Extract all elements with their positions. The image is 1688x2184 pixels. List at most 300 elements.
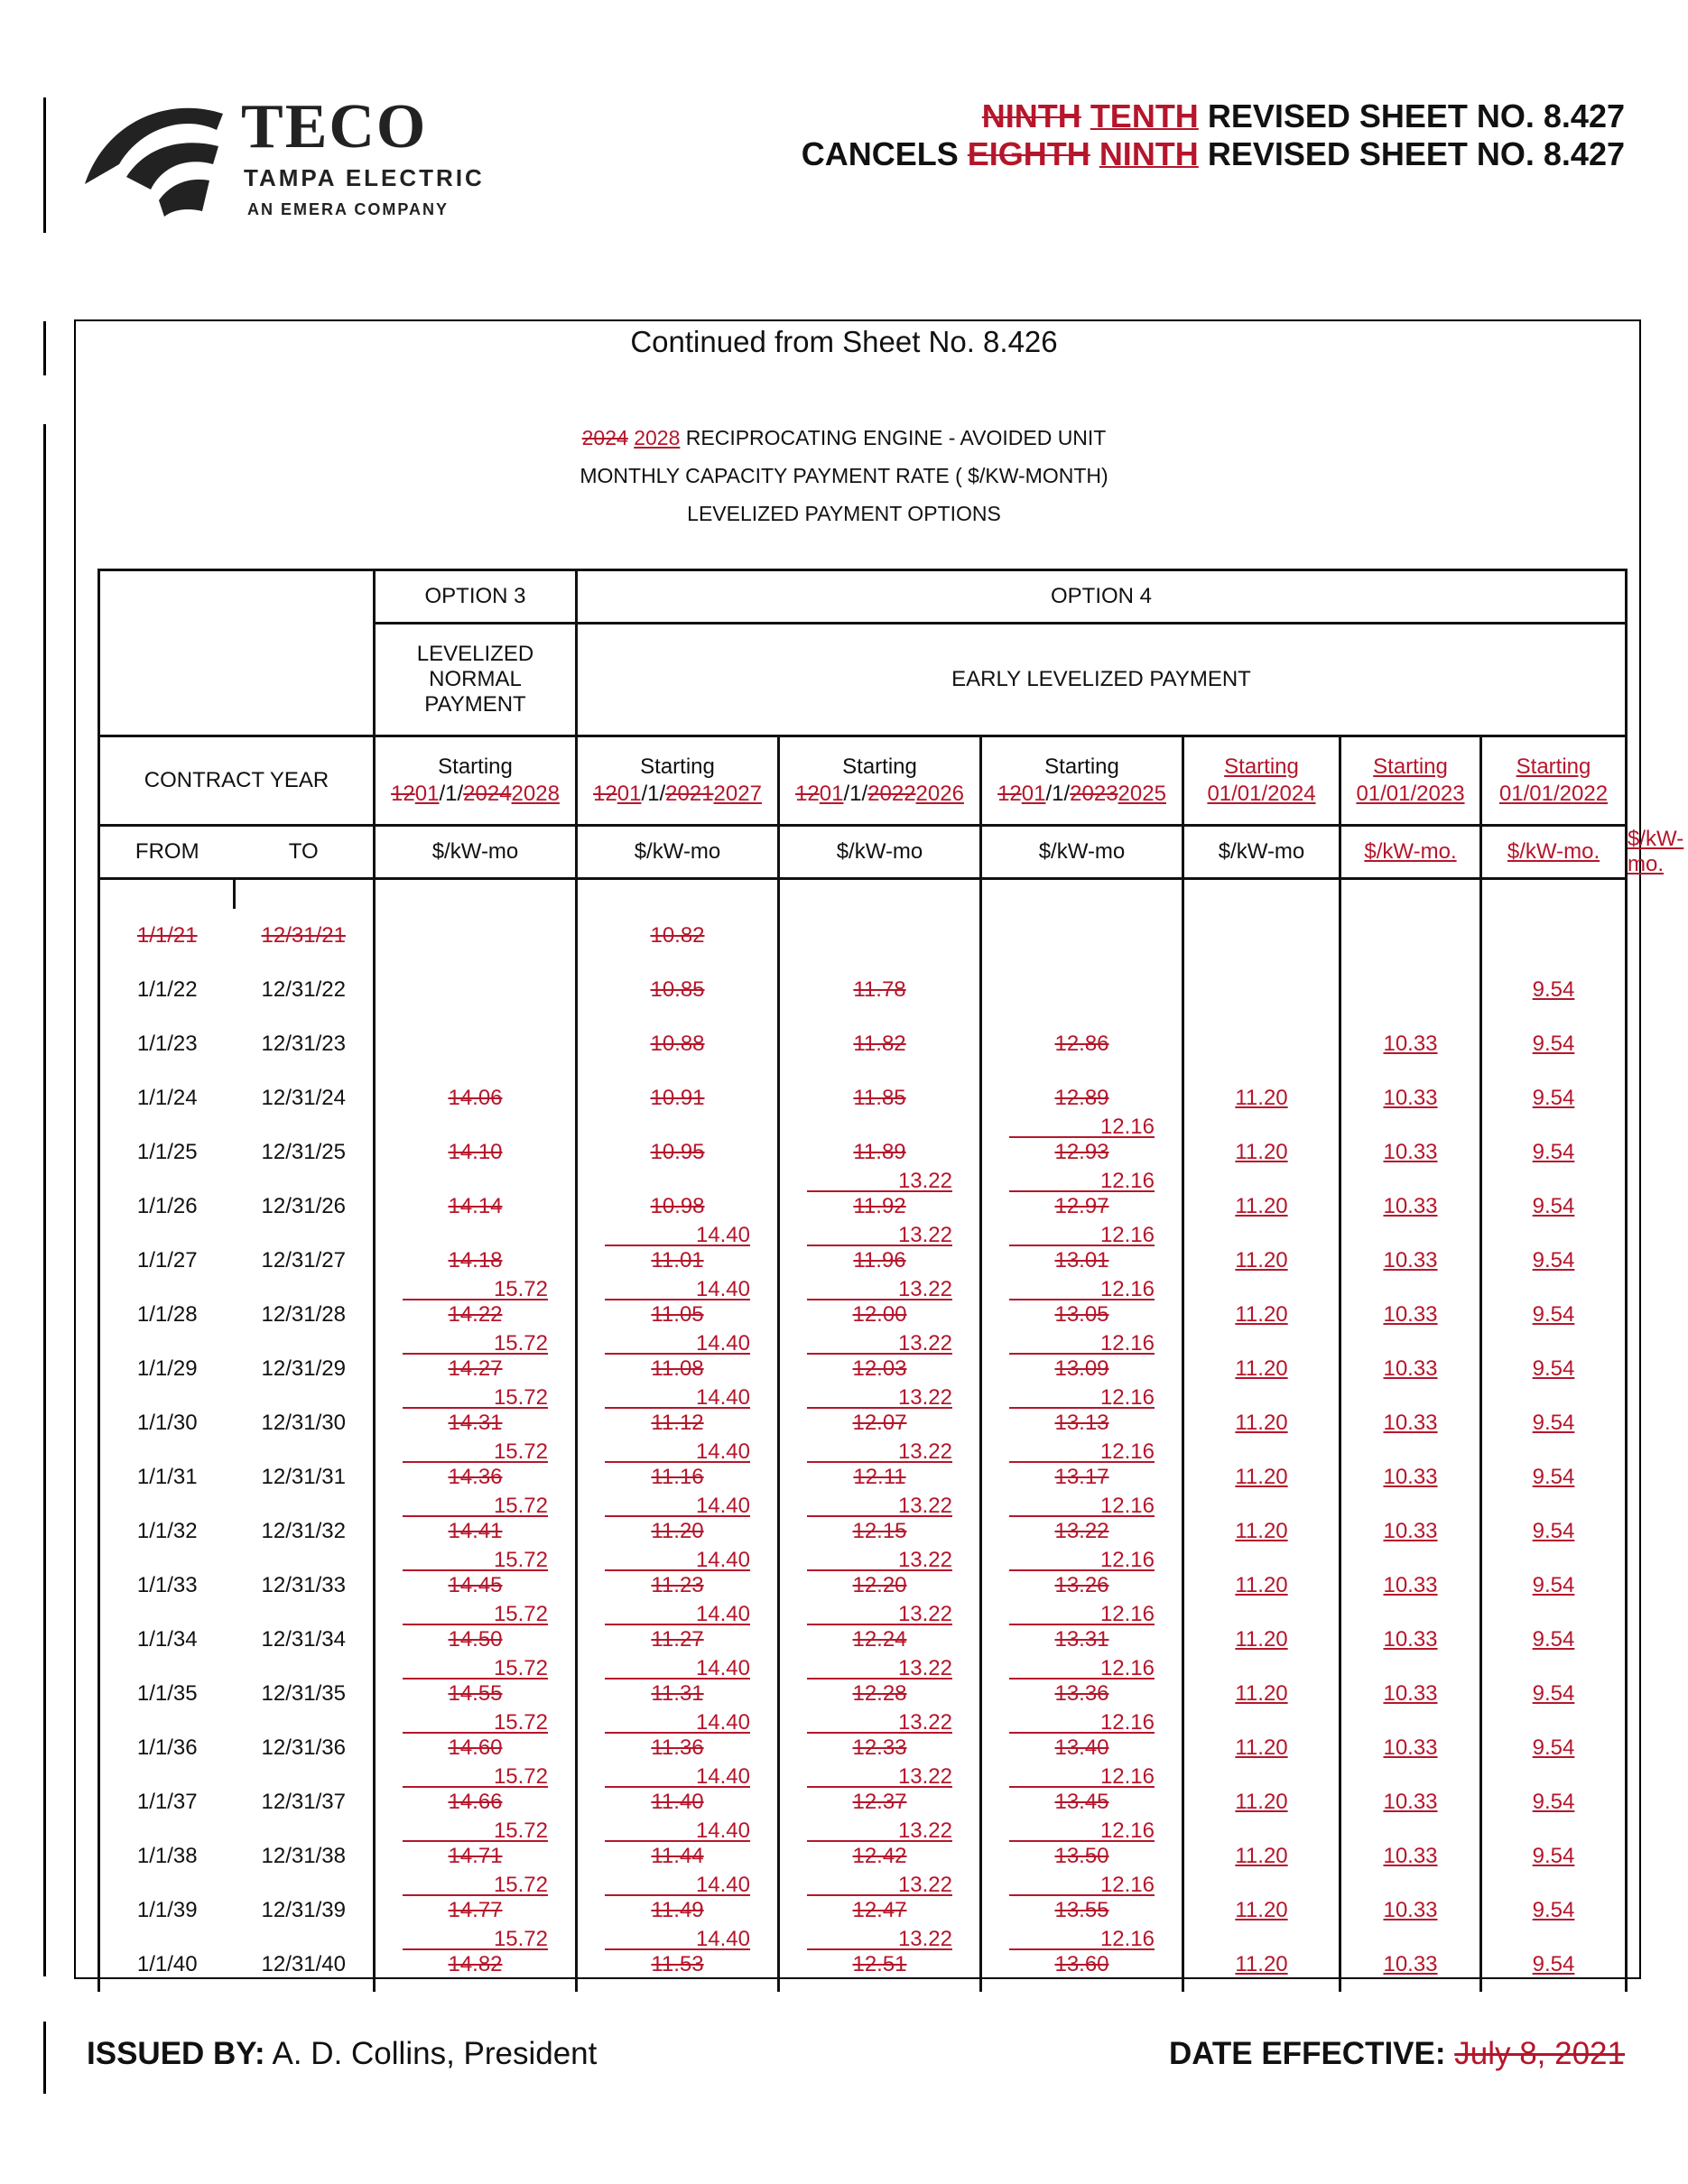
rate-old-value: 11.16: [651, 1465, 704, 1489]
rate-new-value: 11.20: [1235, 1465, 1288, 1489]
rate-old-value: 13.01: [1054, 1248, 1109, 1272]
option3-description: LEVELIZED NORMAL PAYMENT: [375, 624, 577, 736]
rate-new-value: 14.40: [695, 1385, 750, 1410]
from-cell: 1/1/22: [99, 963, 235, 1017]
rate-cell: [577, 1071, 779, 1125]
rate-new-value: 11.20: [1235, 1140, 1288, 1164]
rate-old-value: 10.85: [650, 977, 705, 1002]
new-rate-cell: [1183, 963, 1340, 1017]
rate-cell: [375, 1071, 577, 1125]
rate-new-value: 14.40: [695, 1927, 750, 1951]
rate-new-value: 14.40: [695, 1656, 750, 1680]
rate-new-value: 10.33: [1383, 1465, 1438, 1489]
rate-new-value: 13.22: [897, 1818, 952, 1843]
table-row: [99, 1342, 1627, 1396]
rate-new-value: 14.40: [695, 1764, 750, 1789]
new-unit-header: $/kW-mo.: [1340, 826, 1481, 879]
rate-old-value: 11.78: [853, 977, 906, 1002]
rate-new-value: 10.33: [1383, 1735, 1438, 1760]
rate-cell: [779, 1071, 981, 1125]
new-rate-cell: [1481, 1342, 1627, 1396]
new-rate-cell: [1481, 909, 1627, 963]
rate-old-value: 13.50: [1054, 1844, 1109, 1868]
new-rate-cell: [1481, 1396, 1627, 1450]
rate-cell: [779, 1927, 981, 1992]
starting-date-header: Starting 1201/1/20222026: [779, 736, 981, 826]
rate-cell: [577, 1125, 779, 1180]
from-cell: 1/1/24: [99, 1071, 235, 1125]
rate-new-value: 9.54: [1532, 1735, 1575, 1760]
rate-new-value: 10.33: [1383, 1844, 1438, 1868]
new-rate-cell: [1183, 1667, 1340, 1721]
revision-new: TENTH: [1090, 97, 1199, 134]
new-rate-cell: [1481, 1180, 1627, 1234]
date-effective: [1169, 2036, 1625, 2072]
rate-old-value: 11.92: [853, 1194, 906, 1218]
rate-new-value: 15.72: [493, 1873, 548, 1897]
to-cell: 12/31/21: [235, 909, 375, 963]
new-rate-cell: [1340, 963, 1481, 1017]
from-cell: 1/1/32: [99, 1504, 235, 1559]
new-rate-cell: [1183, 1071, 1340, 1125]
rate-old-value: 11.44: [651, 1844, 704, 1868]
new-rate-cell: [1183, 1396, 1340, 1450]
rate-new-value: 14.40: [695, 1873, 750, 1897]
rate-new-value: 9.54: [1532, 1302, 1575, 1327]
rate-new-value: 11.20: [1235, 1302, 1288, 1327]
rate-old-value: 13.17: [1054, 1465, 1109, 1489]
rate-cell: [375, 1125, 577, 1180]
rate-old-value: 11.53: [651, 1952, 704, 1976]
rate-new-value: 9.54: [1532, 1248, 1575, 1272]
rate-old-value: 12.28: [852, 1681, 907, 1706]
rate-new-value: 9.54: [1532, 1844, 1575, 1868]
to-cell: 12/31/36: [235, 1721, 375, 1775]
new-starting-date-header: Starting 01/01/2024: [1183, 736, 1340, 826]
to-cell: 12/31/27: [235, 1234, 375, 1288]
from-cell: 1/1/28: [99, 1288, 235, 1342]
rate-old-value: 10.82: [650, 923, 705, 948]
rate-old-value: 13.13: [1054, 1411, 1109, 1435]
rate-new-value: 12.16: [1099, 1169, 1155, 1193]
rate-old-value: 14.36: [448, 1465, 503, 1489]
rate-new-value: 13.22: [897, 1223, 952, 1247]
new-rate-cell: [1183, 1883, 1340, 1938]
to-cell: 12/31/24: [235, 1071, 375, 1125]
rate-cell: [779, 963, 981, 1017]
new-rate-cell: [1481, 1775, 1627, 1829]
rate-new-value: 12.16: [1099, 1873, 1155, 1897]
rate-new-value: 15.72: [493, 1927, 548, 1951]
rate-new-value: 14.40: [695, 1710, 750, 1735]
rate-new-value: 15.72: [493, 1656, 548, 1680]
to-cell: 12/31/28: [235, 1288, 375, 1342]
rate-new-value: 10.33: [1383, 1790, 1438, 1814]
new-rate-cell: [1183, 1234, 1340, 1288]
option4-description: EARLY LEVELIZED PAYMENT: [577, 624, 1627, 736]
from-header: FROM: [99, 826, 235, 879]
new-rate-cell: [1340, 909, 1481, 963]
from-cell: 1/1/27: [99, 1234, 235, 1288]
rate-new-value: 13.22: [897, 1764, 952, 1789]
rate-new-value: 10.33: [1383, 1681, 1438, 1706]
rate-old-value: 14.10: [448, 1140, 503, 1164]
rate-old-value: 12.86: [1054, 1032, 1109, 1056]
unit-header: $/kW-mo: [577, 826, 779, 879]
new-rate-cell: [1340, 1017, 1481, 1071]
unit-header: $/kW-mo: [981, 826, 1183, 879]
sheet-number-line: [982, 97, 1625, 135]
rate-old-value: 12.89: [1054, 1086, 1109, 1110]
rate-cell: [981, 1927, 1183, 1992]
rate-old-value: 13.31: [1054, 1627, 1109, 1652]
new-rate-cell: [1481, 1450, 1627, 1504]
table-row: [99, 1938, 1627, 1992]
new-rate-cell: [1340, 1721, 1481, 1775]
rate-new-value: 14.40: [695, 1602, 750, 1626]
issued-by: [87, 2036, 597, 2072]
new-rate-cell: [1340, 1234, 1481, 1288]
rate-old-value: 10.98: [650, 1194, 705, 1218]
rate-new-value: 9.54: [1532, 1681, 1575, 1706]
rate-new-value: 11.20: [1235, 1086, 1288, 1110]
rate-new-value: 12.16: [1099, 1115, 1155, 1139]
to-cell: 12/31/31: [235, 1450, 375, 1504]
rate-new-value: 9.54: [1532, 1140, 1575, 1164]
new-rate-cell: [1340, 1071, 1481, 1125]
rate-old-value: 14.82: [448, 1952, 503, 1976]
rate-old-value: 11.36: [651, 1735, 704, 1760]
new-rate-cell: [1183, 1342, 1340, 1396]
new-rate-cell: [1481, 1559, 1627, 1613]
date-effective-old: July 8, 2021: [1454, 2036, 1625, 2071]
rate-old-value: 10.91: [650, 1086, 705, 1110]
new-rate-cell: [1183, 1775, 1340, 1829]
rate-new-value: 10.33: [1383, 1194, 1438, 1218]
title-line-3: LEVELIZED PAYMENT OPTIONS: [687, 502, 1001, 525]
new-rate-cell: [1481, 1017, 1627, 1071]
rate-old-value: 13.22: [1054, 1519, 1109, 1543]
rate-old-value: 13.09: [1054, 1356, 1109, 1381]
rate-old-value: 11.96: [853, 1248, 906, 1272]
new-rate-cell: [1340, 1613, 1481, 1667]
new-rate-cell: [1183, 909, 1340, 963]
new-rate-cell: [1481, 1613, 1627, 1667]
rate-cell: [981, 909, 1183, 963]
rate-old-value: 13.60: [1054, 1952, 1109, 1976]
rate-cell: [577, 963, 779, 1017]
new-rate-cell: [1340, 1450, 1481, 1504]
table-row: [99, 1775, 1627, 1829]
new-starting-date-header: Starting 01/01/2022: [1481, 736, 1627, 826]
rate-new-value: 9.54: [1532, 1194, 1575, 1218]
rate-old-value: 13.55: [1054, 1898, 1109, 1922]
unit-header: $/kW-mo: [375, 826, 577, 879]
rate-new-value: 15.72: [493, 1385, 548, 1410]
rate-new-value: 10.33: [1383, 1519, 1438, 1543]
starting-date-header: Starting 1201/1/20242028: [375, 736, 577, 826]
rate-new-value: 9.54: [1532, 1898, 1575, 1922]
rate-new-value: 14.40: [695, 1223, 750, 1247]
table-row: [99, 1883, 1627, 1938]
rate-new-value: 13.22: [897, 1548, 952, 1572]
new-starting-date-header: Starting 01/01/2023: [1340, 736, 1481, 826]
rate-new-value: 9.54: [1532, 1356, 1575, 1381]
to-cell: 12/31/33: [235, 1559, 375, 1613]
from-cell: 1/1/29: [99, 1342, 235, 1396]
rate-old-value: 14.14: [448, 1194, 503, 1218]
rate-old-value: 11.89: [853, 1140, 906, 1164]
rate-cell: [981, 1017, 1183, 1071]
table-row: [99, 1071, 1627, 1125]
rate-old-value: 10.88: [650, 1032, 705, 1056]
new-rate-cell: [1183, 1559, 1340, 1613]
rate-old-value: 12.00: [852, 1302, 907, 1327]
starting-date-header: Starting 1201/1/20232025: [981, 736, 1183, 826]
rate-new-value: 12.16: [1099, 1439, 1155, 1464]
new-rate-cell: [1340, 1775, 1481, 1829]
rate-old-value: 11.23: [651, 1573, 704, 1597]
to-cell: 12/31/32: [235, 1504, 375, 1559]
rate-new-value: 14.40: [695, 1494, 750, 1518]
rate-old-value: 12.20: [852, 1573, 907, 1597]
to-cell: 12/31/35: [235, 1667, 375, 1721]
rate-old-value: 11.01: [651, 1248, 704, 1272]
rate-new-value: 9.54: [1532, 1032, 1575, 1056]
teco-swoosh-icon: [83, 94, 227, 220]
rate-old-value: 14.45: [448, 1573, 503, 1597]
table-row: [99, 1017, 1627, 1071]
rate-new-value: 13.22: [897, 1439, 952, 1464]
new-rate-cell: [1183, 1938, 1340, 1992]
rate-cell: [779, 909, 981, 963]
rate-new-value: 9.54: [1532, 1086, 1575, 1110]
new-rate-cell: [1183, 1180, 1340, 1234]
rate-new-value: 13.22: [897, 1873, 952, 1897]
rate-old-value: 13.05: [1054, 1302, 1109, 1327]
rate-old-value: 11.27: [651, 1627, 704, 1652]
from-cell: 1/1/25: [99, 1125, 235, 1180]
new-rate-cell: [1340, 1504, 1481, 1559]
rate-new-value: 10.33: [1383, 1627, 1438, 1652]
table-row: [99, 1504, 1627, 1559]
rate-old-value: 14.22: [448, 1302, 503, 1327]
rate-new-value: 10.33: [1383, 1140, 1438, 1164]
revision-bar: [43, 2022, 46, 2094]
from-cell: 1/1/30: [99, 1396, 235, 1450]
new-rate-cell: [1340, 1396, 1481, 1450]
rate-new-value: 9.54: [1532, 1465, 1575, 1489]
rate-new-value: 12.16: [1099, 1602, 1155, 1626]
from-cell: 1/1/37: [99, 1775, 235, 1829]
rate-old-value: 12.47: [852, 1898, 907, 1922]
new-rate-cell: [1481, 1288, 1627, 1342]
rate-old-value: 12.15: [852, 1519, 907, 1543]
to-cell: 12/31/40: [235, 1938, 375, 1992]
to-cell: 12/31/39: [235, 1883, 375, 1938]
rate-old-value: 13.40: [1054, 1735, 1109, 1760]
rate-old-value: 12.51: [852, 1952, 907, 1976]
new-rate-cell: [1183, 1829, 1340, 1883]
rate-new-value: 10.33: [1383, 1248, 1438, 1272]
rate-new-value: 15.72: [493, 1710, 548, 1735]
sheet-number-text: REVISED SHEET NO. 8.427: [1207, 135, 1625, 172]
rate-new-value: 12.16: [1099, 1764, 1155, 1789]
new-rate-cell: [1481, 963, 1627, 1017]
rate-old-value: 14.18: [448, 1248, 503, 1272]
rate-old-value: 12.07: [852, 1411, 907, 1435]
rate-new-value: 11.20: [1235, 1844, 1288, 1868]
rate-new-value: 14.40: [695, 1439, 750, 1464]
rate-new-value: 14.40: [695, 1277, 750, 1301]
to-cell: 12/31/23: [235, 1017, 375, 1071]
from-cell: 1/1/36: [99, 1721, 235, 1775]
new-rate-cell: [1183, 1017, 1340, 1071]
rate-new-value: 13.22: [897, 1494, 952, 1518]
rate-new-value: 12.16: [1099, 1223, 1155, 1247]
unit-header: $/kW-mo: [779, 826, 981, 879]
to-cell: 12/31/22: [235, 963, 375, 1017]
rate-new-value: 14.40: [695, 1818, 750, 1843]
rate-new-value: 12.16: [1099, 1331, 1155, 1356]
rate-new-value: 15.72: [493, 1439, 548, 1464]
rate-old-value: 14.27: [448, 1356, 503, 1381]
rate-new-value: 9.54: [1532, 1573, 1575, 1597]
rate-old-value: 11.20: [651, 1519, 704, 1543]
table-row: [99, 909, 1627, 963]
rate-new-value: 10.33: [1383, 1086, 1438, 1110]
rate-new-value: 12.16: [1099, 1927, 1155, 1951]
rate-new-value: 13.22: [897, 1169, 952, 1193]
revision-old: NINTH: [981, 97, 1081, 134]
rate-old-value: 14.60: [448, 1735, 503, 1760]
to-header: TO: [235, 826, 375, 879]
new-rate-cell: [1183, 1125, 1340, 1180]
rate-new-value: 15.72: [493, 1277, 548, 1301]
to-cell: 12/31/37: [235, 1775, 375, 1829]
title-year-old: 2024: [581, 426, 628, 449]
rate-old-value: 13.26: [1054, 1573, 1109, 1597]
table-row: [99, 1450, 1627, 1504]
rate-cell: [779, 1017, 981, 1071]
rate-new-value: 11.20: [1235, 1952, 1288, 1976]
date-effective-label: DATE EFFECTIVE:: [1168, 2036, 1446, 2071]
rate-new-value: 10.33: [1383, 1032, 1438, 1056]
from-cell: 1/1/33: [99, 1559, 235, 1613]
title-year-new: 2028: [634, 426, 681, 449]
new-rate-cell: [1340, 1559, 1481, 1613]
rate-old-value: 12.03: [852, 1356, 907, 1381]
rate-old-value: 12.24: [852, 1627, 907, 1652]
title-line-2: MONTHLY CAPACITY PAYMENT RATE ( $/KW-MONTH): [580, 464, 1108, 487]
new-rate-cell: [1183, 1288, 1340, 1342]
rate-new-value: 15.72: [493, 1764, 548, 1789]
rate-new-value: 12.16: [1099, 1818, 1155, 1843]
from-cell: 1/1/40: [99, 1938, 235, 1992]
rate-new-value: 13.22: [897, 1331, 952, 1356]
rate-new-value: 14.40: [695, 1548, 750, 1572]
rate-new-value: 12.16: [1099, 1656, 1155, 1680]
rate-cell: [577, 909, 779, 963]
rate-new-value: 10.33: [1383, 1411, 1438, 1435]
new-rate-cell: [1340, 1125, 1481, 1180]
rate-old-value: 14.31: [448, 1411, 503, 1435]
new-rate-cell: [1481, 1667, 1627, 1721]
sheet-number-text: REVISED SHEET NO. 8.427: [1207, 97, 1625, 134]
new-rate-cell: [1481, 1829, 1627, 1883]
table-row: [99, 963, 1627, 1017]
new-rate-cell: [1481, 1721, 1627, 1775]
to-cell: 12/31/26: [235, 1180, 375, 1234]
table-row: [99, 1396, 1627, 1450]
contract-year-header: CONTRACT YEAR: [99, 736, 375, 826]
logo-wordmark: TECO: [241, 92, 428, 162]
table-row: [99, 1125, 1627, 1180]
table-row: [99, 1180, 1627, 1234]
to-cell: 12/31/34: [235, 1613, 375, 1667]
rate-new-value: 11.20: [1235, 1411, 1288, 1435]
rate-old-value: 12.97: [1054, 1194, 1109, 1218]
new-rate-cell: [1481, 1234, 1627, 1288]
rate-old-value: 12.37: [852, 1790, 907, 1814]
rate-new-value: 11.20: [1235, 1681, 1288, 1706]
rate-old-value: 11.08: [651, 1356, 704, 1381]
option4-header: OPTION 4: [577, 570, 1627, 624]
rate-new-value: 12.16: [1099, 1494, 1155, 1518]
rate-old-value: 11.40: [651, 1790, 704, 1814]
new-rate-cell: [1183, 1721, 1340, 1775]
table-row: [99, 1559, 1627, 1613]
rate-new-value: 13.22: [897, 1602, 952, 1626]
cancels-line: [802, 135, 1625, 173]
new-rate-cell: [1340, 1883, 1481, 1938]
rate-old-value: 14.50: [448, 1627, 503, 1652]
rate-old-value: 14.77: [448, 1898, 503, 1922]
rate-old-value: 11.12: [651, 1411, 704, 1435]
cancels-label: CANCELS: [801, 135, 959, 172]
new-rate-cell: [1481, 1504, 1627, 1559]
rate-old-value: 12.33: [852, 1735, 907, 1760]
rate-old-value: 12.93: [1054, 1140, 1109, 1164]
rate-old-value: 14.66: [448, 1790, 503, 1814]
table-row: [99, 1288, 1627, 1342]
rate-new-value: 10.33: [1383, 1302, 1438, 1327]
title-line-1: [0, 426, 1688, 450]
rate-new-value: 13.22: [897, 1710, 952, 1735]
from-cell: 1/1/38: [99, 1829, 235, 1883]
rate-new-value: 12.16: [1099, 1385, 1155, 1410]
rate-cell: [577, 1927, 779, 1992]
logo-tagline: AN EMERA COMPANY: [247, 200, 450, 218]
table-row: [99, 1667, 1627, 1721]
rate-old-value: 11.85: [853, 1086, 906, 1110]
new-rate-cell: [1340, 1667, 1481, 1721]
revision-new: NINTH: [1099, 135, 1199, 172]
new-rate-cell: [1481, 1938, 1627, 1992]
rate-new-value: 11.20: [1235, 1735, 1288, 1760]
new-rate-cell: [1183, 1613, 1340, 1667]
new-rate-cell: [1481, 1125, 1627, 1180]
new-rate-cell: [1481, 1071, 1627, 1125]
table-row: [99, 1829, 1627, 1883]
title-text: RECIPROCATING ENGINE - AVOIDED UNIT: [685, 426, 1107, 449]
to-cell: 12/31/38: [235, 1829, 375, 1883]
rate-new-value: 10.33: [1383, 1356, 1438, 1381]
rate-old-value: 14.71: [448, 1844, 503, 1868]
to-cell: 12/31/25: [235, 1125, 375, 1180]
rate-cell: [375, 1927, 577, 1992]
teco-logo: [83, 94, 561, 229]
